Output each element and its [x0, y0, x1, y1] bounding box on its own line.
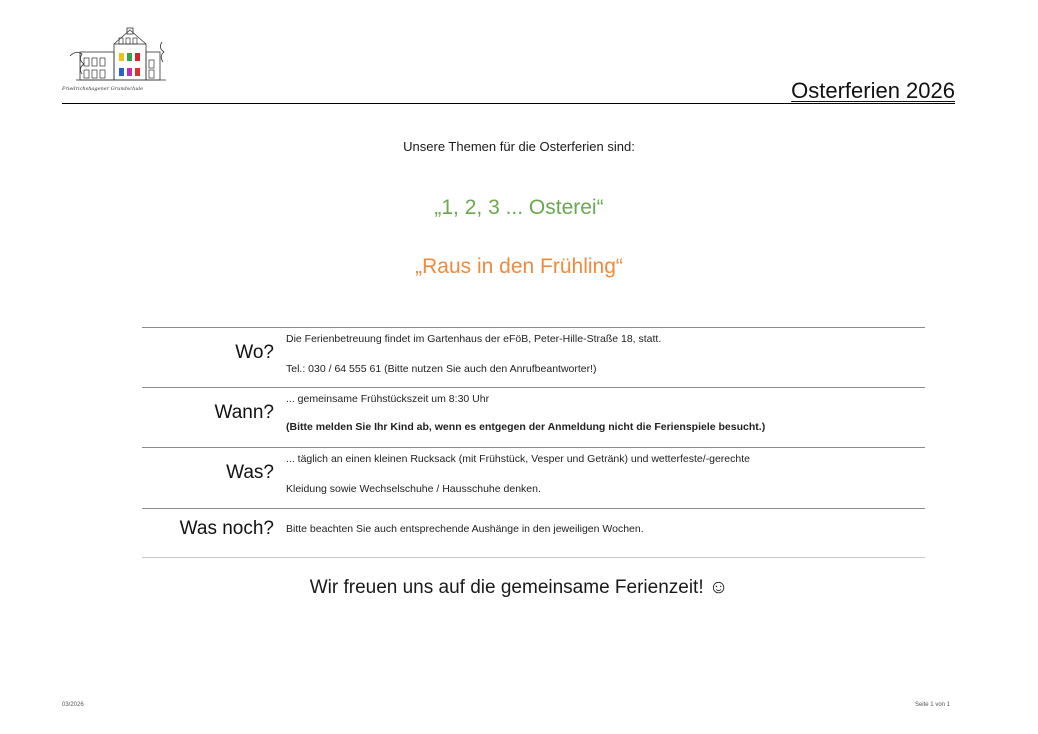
info-row-was-noch: [142, 508, 925, 558]
row-text: ... täglich an einen kleinen Rucksack (mit Frühstück, Vesper und Getränk) und wetterfeste/-gerechte: [286, 453, 750, 465]
row-label: Wann?: [214, 402, 274, 423]
header-divider: [62, 103, 955, 104]
info-table: [142, 327, 925, 558]
footer-page-number: Seite 1 von 1: [914, 702, 950, 708]
footer-date: 03/2026: [62, 702, 84, 708]
logo-caption: Friedrichshagener Grundschule: [62, 86, 144, 92]
intro-text: Unsere Themen für die Osterferien sind:: [403, 139, 635, 154]
row-label: Wo?: [235, 342, 274, 363]
theme-title-1: „1, 2, 3 ... Osterei“: [434, 196, 604, 219]
row-label: Was?: [226, 462, 274, 483]
row-label: Was noch?: [179, 518, 274, 539]
info-row-wo: [142, 327, 925, 387]
row-text: Bitte beachten Sie auch entsprechende Aushänge in den jeweiligen Wochen.: [286, 523, 644, 535]
row-text: Die Ferienbetreuung findet im Gartenhaus der eFöB, Peter-Hille-Straße 18, statt.: [286, 333, 662, 345]
page-title: Osterferien 2026: [791, 78, 955, 103]
info-row-was: [142, 447, 925, 508]
row-text: Kleidung sowie Wechselschuhe / Hausschuhe denken.: [286, 483, 541, 495]
row-text: Tel.: 030 / 64 555 61 (Bitte nutzen Sie auch den Anrufbeantworter!): [286, 363, 597, 375]
row-text: ... gemeinsame Frühstückszeit um 8:30 Uhr: [286, 393, 490, 405]
info-row-wann: [142, 387, 925, 447]
closing-message: Wir freuen uns auf die gemeinsame Ferienzeit! ☺: [309, 577, 729, 598]
theme-title-2: „Raus in den Frühling“: [415, 255, 623, 278]
row-text: (Bitte melden Sie Ihr Kind ab, wenn es entgegen der Anmeldung nicht die Ferienspiele besucht.): [286, 421, 766, 433]
